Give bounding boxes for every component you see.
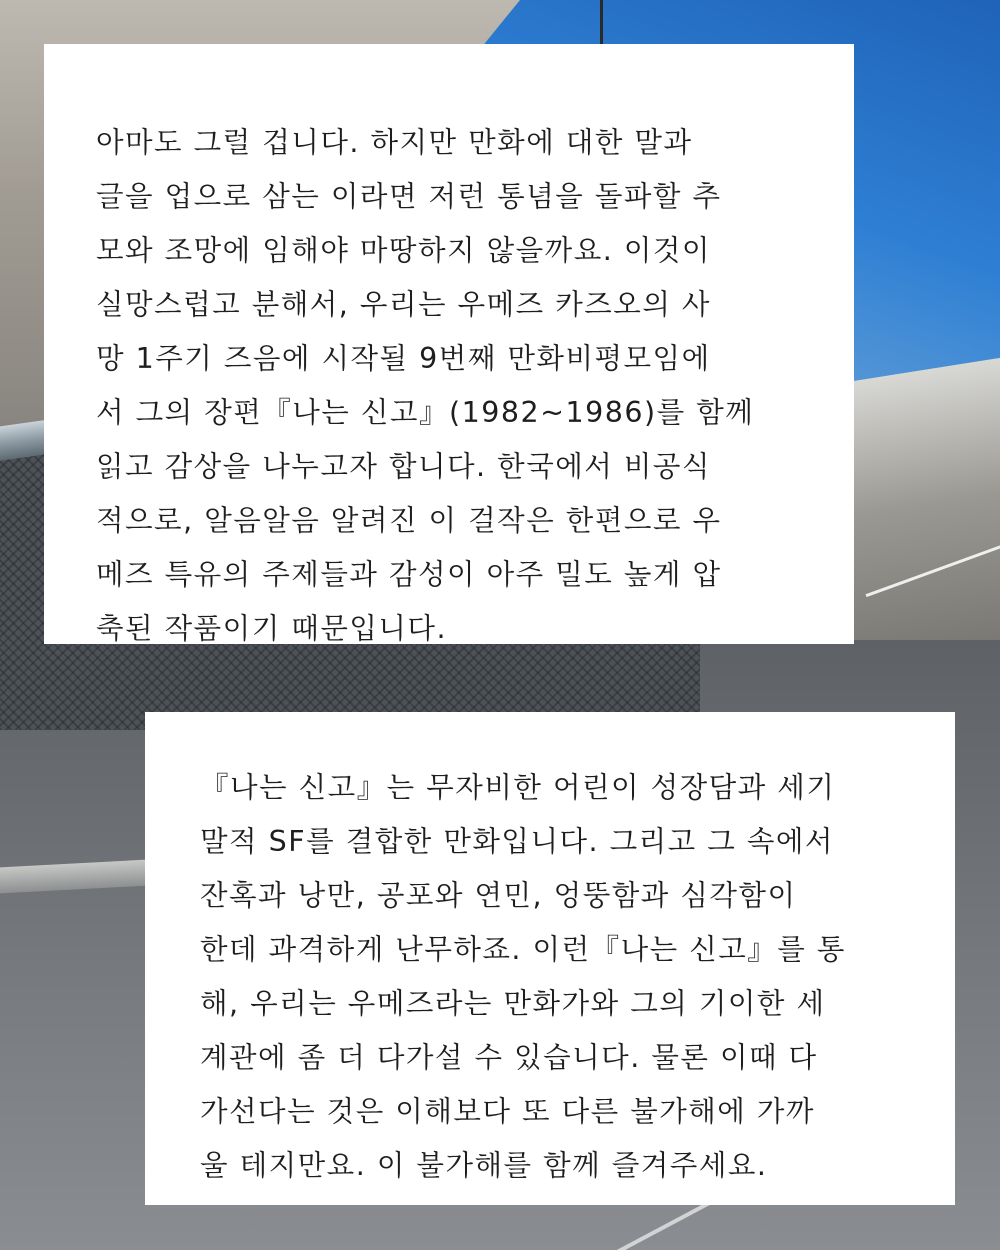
text-line: 잔혹과 낭만, 공포와 연민, 엉뚱함과 심각함이 [200, 879, 797, 912]
text-line: 서 그의 장편『나는 신고』(1982~1986)를 함께 [96, 396, 755, 429]
text-line: 글을 업으로 삼는 이라면 저런 통념을 돌파할 추 [96, 180, 722, 213]
text-line: 해, 우리는 우메즈라는 만화가와 그의 기이한 세 [200, 987, 826, 1020]
text-line: 말적 SF를 결합한 만화입니다. 그리고 그 속에서 [200, 825, 834, 858]
text-line: 읽고 감상을 나누고자 합니다. 한국에서 비공식 [96, 450, 711, 483]
text-line: 계관에 좀 더 다가설 수 있습니다. 물론 이때 다 [200, 1041, 818, 1074]
text-line: 울 테지만요. 이 불가해를 함께 즐겨주세요. [200, 1149, 768, 1182]
text-line: 『나는 신고』는 무자비한 어린이 성장담과 세기 [200, 771, 836, 804]
text-panel-first [44, 44, 854, 644]
text-line: 실망스럽고 분해서, 우리는 우메즈 카즈오의 사 [96, 288, 711, 321]
text-line: 망 1주기 즈음에 시작될 9번째 만화비평모임에 [96, 342, 711, 375]
text-line: 아마도 그럴 겁니다. 하지만 만화에 대한 말과 [96, 126, 693, 159]
text-line: 메즈 특유의 주제들과 감성이 아주 밀도 높게 압 [96, 558, 722, 591]
text-line: 가선다는 것은 이해보다 또 다른 불가해에 가까 [200, 1095, 815, 1128]
text-line: 축된 작품이기 때문입니다. [96, 612, 448, 645]
text-line: 모와 조망에 임해야 마땅하지 않을까요. 이것이 [96, 234, 711, 267]
text-panel-second [145, 712, 955, 1205]
text-line: 적으로, 알음알음 알려진 이 걸작은 한편으로 우 [96, 504, 722, 537]
text-line: 한데 과격하게 난무하죠. 이런『나는 신고』를 통 [200, 933, 846, 966]
